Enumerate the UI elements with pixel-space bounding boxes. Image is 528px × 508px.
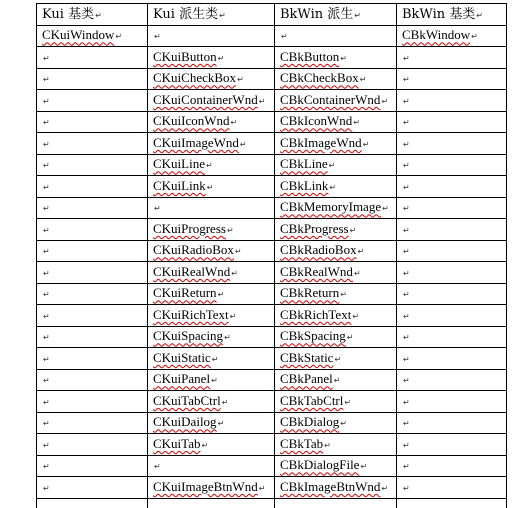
paragraph-mark-icon (403, 266, 410, 281)
paragraph-mark-icon (403, 309, 410, 324)
cell-text: CKuiRadioBox (153, 242, 234, 258)
table-body (37, 25, 507, 508)
paragraph-mark-icon (43, 416, 50, 431)
table-cell-kui-base (37, 133, 148, 155)
table-row (37, 305, 507, 327)
cell-text: CKuiPanel (153, 371, 211, 387)
paragraph-mark-icon (43, 309, 50, 324)
paragraph-mark-icon (363, 137, 370, 152)
paragraph-mark-icon (43, 352, 50, 367)
table-cell-bkwin-derived (275, 111, 397, 133)
table-row (37, 219, 507, 241)
table-cell-bkwin-derived (275, 133, 397, 155)
cell-text: CBkSpacing (280, 328, 346, 344)
cell-text: CBkRichText (280, 306, 352, 322)
paragraph-mark-icon (403, 481, 410, 496)
header-cell-bkwin-derived (275, 4, 397, 26)
table-cell-bkwin-derived (275, 197, 397, 219)
table-cell-bkwin-base (397, 412, 507, 434)
paragraph-mark-icon (334, 352, 341, 367)
table-cell-bkwin-derived (275, 262, 397, 284)
table-row (37, 369, 507, 391)
paragraph-mark-icon (381, 94, 388, 109)
paragraph-mark-icon (403, 459, 410, 474)
paragraph-mark-icon (43, 330, 50, 345)
paragraph-mark-icon (476, 8, 483, 23)
table-cell-bkwin-base (397, 240, 507, 262)
paragraph-mark-icon (352, 309, 359, 324)
table-cell-kui-base (37, 477, 148, 499)
paragraph-mark-icon (218, 416, 225, 431)
paragraph-mark-icon (403, 180, 410, 195)
table-cell-bkwin-derived (275, 391, 397, 413)
cell-text: CBkImageWnd (280, 134, 362, 150)
paragraph-mark-icon (231, 266, 238, 281)
table-cell-kui-base (37, 283, 148, 305)
paragraph-mark-icon (115, 29, 122, 44)
table-cell-bkwin-derived (275, 154, 397, 176)
cell-text: CBkImageBtnWnd (280, 478, 381, 494)
class-mapping-table (36, 3, 507, 508)
cell-text: CBkRealWnd (280, 263, 353, 279)
table-row (37, 434, 507, 456)
table-cell-kui-base (37, 154, 148, 176)
paragraph-mark-icon (403, 244, 410, 259)
table-cell-bkwin-base (397, 391, 507, 413)
paragraph-mark-icon (43, 373, 50, 388)
table-row (37, 498, 507, 508)
header-label: Kui 基类 (42, 6, 95, 22)
paragraph-mark-icon (403, 51, 410, 66)
table-cell-bkwin-base (397, 455, 507, 477)
cell-text: CBkStatic (280, 349, 334, 365)
cell-text: CKuiLink (153, 177, 206, 193)
header-cell-bkwin-base (397, 4, 507, 26)
table-header (37, 4, 507, 26)
paragraph-mark-icon (340, 287, 347, 302)
paragraph-mark-icon (231, 115, 238, 130)
paragraph-mark-icon (403, 115, 410, 130)
paragraph-mark-icon (154, 459, 161, 474)
table-cell-kui-derived (148, 498, 275, 508)
paragraph-mark-icon (329, 158, 336, 173)
table-cell-kui-base (37, 391, 148, 413)
table-cell-bkwin-base (397, 68, 507, 90)
cell-text: CBkCheckBox (280, 70, 359, 86)
table-cell-bkwin-base (397, 219, 507, 241)
paragraph-mark-icon (354, 266, 361, 281)
table-row (37, 25, 507, 47)
table-cell-bkwin-base (397, 477, 507, 499)
paragraph-mark-icon (382, 201, 389, 216)
table-row (37, 154, 507, 176)
paragraph-mark-icon (350, 223, 357, 238)
paragraph-mark-icon (340, 416, 347, 431)
table-cell-bkwin-derived (275, 326, 397, 348)
cell-text: CKuiStatic (153, 349, 211, 365)
cell-text: CBkDialog (280, 414, 340, 430)
cell-text: CBkRadioBox (280, 242, 357, 258)
paragraph-mark-icon (222, 395, 229, 410)
table-cell-bkwin-base (397, 348, 507, 370)
paragraph-mark-icon (211, 373, 218, 388)
table-cell-bkwin-derived (275, 498, 397, 508)
table-cell-kui-base (37, 240, 148, 262)
cell-text: CBkDialogFile (280, 457, 360, 473)
cell-text: CKuiReturn (153, 285, 217, 301)
table-cell-bkwin-base (397, 369, 507, 391)
paragraph-mark-icon (334, 373, 341, 388)
cell-text: CBkContainerWnd (280, 91, 381, 107)
table-cell-bkwin-base (397, 498, 507, 508)
table-row (37, 348, 507, 370)
cell-text: CKuiImageWnd (153, 134, 239, 150)
table-cell-kui-base (37, 219, 148, 241)
table-cell-bkwin-base (397, 133, 507, 155)
table-cell-kui-derived (148, 219, 275, 241)
table-cell-kui-derived (148, 133, 275, 155)
cell-text: CKuiImageBtnWnd (153, 478, 258, 494)
table-cell-kui-derived (148, 68, 275, 90)
paragraph-mark-icon (43, 115, 50, 130)
paragraph-mark-icon (227, 223, 234, 238)
paragraph-mark-icon (43, 223, 50, 238)
cell-text: CBkMemoryImage (280, 199, 382, 215)
paragraph-mark-icon (259, 94, 266, 109)
paragraph-mark-icon (403, 373, 410, 388)
table-cell-kui-derived (148, 434, 275, 456)
table-cell-kui-base (37, 47, 148, 69)
table-cell-kui-derived (148, 262, 275, 284)
cell-text: CBkWindow (402, 27, 471, 43)
paragraph-mark-icon (224, 330, 231, 345)
table-row (37, 133, 507, 155)
table-cell-bkwin-base (397, 111, 507, 133)
table-cell-kui-base (37, 111, 148, 133)
cell-text: CBkButton (280, 48, 340, 64)
table-row (37, 283, 507, 305)
table-cell-kui-base (37, 68, 148, 90)
paragraph-mark-icon (43, 244, 50, 259)
table-row (37, 240, 507, 262)
table-cell-kui-base (37, 326, 148, 348)
paragraph-mark-icon (218, 51, 225, 66)
paragraph-mark-icon (43, 137, 50, 152)
table-cell-bkwin-derived (275, 348, 397, 370)
paragraph-mark-icon (207, 180, 214, 195)
table-cell-kui-derived (148, 176, 275, 198)
table-cell-bkwin-derived (275, 477, 397, 499)
paragraph-mark-icon (340, 51, 347, 66)
table-row (37, 391, 507, 413)
table-row (37, 262, 507, 284)
paragraph-mark-icon (347, 330, 354, 345)
paragraph-mark-icon (219, 8, 226, 23)
table-cell-kui-derived (148, 240, 275, 262)
table-cell-kui-derived (148, 455, 275, 477)
table-cell-bkwin-base (397, 305, 507, 327)
header-label: BkWin 派生 (280, 6, 354, 22)
table-cell-kui-base (37, 434, 148, 456)
table-cell-bkwin-base (397, 283, 507, 305)
paragraph-mark-icon (471, 29, 478, 44)
paragraph-mark-icon (154, 29, 161, 44)
paragraph-mark-icon (403, 137, 410, 152)
cell-text: CBkTab (280, 435, 324, 451)
header-cell-kui-base (37, 4, 148, 26)
cell-text: CKuiRealWnd (153, 263, 231, 279)
paragraph-mark-icon (344, 395, 351, 410)
paragraph-mark-icon (403, 158, 410, 173)
table-cell-kui-base (37, 176, 148, 198)
paragraph-mark-icon (43, 94, 50, 109)
cell-text: CKuiIconWnd (153, 113, 230, 129)
table-row (37, 47, 507, 69)
paragraph-mark-icon (43, 287, 50, 302)
paragraph-mark-icon (403, 94, 410, 109)
table-cell-kui-base (37, 25, 148, 47)
table-cell-kui-derived (148, 25, 275, 47)
table-cell-bkwin-derived (275, 283, 397, 305)
table-row (37, 90, 507, 112)
table-cell-bkwin-derived (275, 47, 397, 69)
paragraph-mark-icon (43, 158, 50, 173)
paragraph-mark-icon (43, 51, 50, 66)
table-cell-bkwin-derived (275, 455, 397, 477)
paragraph-mark-icon (403, 438, 410, 453)
table-cell-bkwin-derived (275, 25, 397, 47)
paragraph-mark-icon (354, 8, 361, 23)
table-row (37, 455, 507, 477)
paragraph-mark-icon (43, 72, 50, 87)
paragraph-mark-icon (403, 416, 410, 431)
paragraph-mark-icon (43, 438, 50, 453)
table-cell-bkwin-base (397, 90, 507, 112)
table-cell-bkwin-base (397, 197, 507, 219)
cell-text: CKuiDailog (153, 414, 217, 430)
paragraph-mark-icon (403, 287, 410, 302)
paragraph-mark-icon (360, 72, 367, 87)
cell-text: CKuiLine (153, 156, 205, 172)
cell-text: CKuiSpacing (153, 328, 224, 344)
cell-text: CBkLink (280, 177, 329, 193)
paragraph-mark-icon (329, 180, 336, 195)
paragraph-mark-icon (324, 438, 331, 453)
cell-text: CKuiWindow (42, 27, 115, 43)
cell-text: CBkProgress (280, 220, 349, 236)
table-row (37, 68, 507, 90)
cell-text: CBkLine (280, 156, 328, 172)
table-cell-kui-base (37, 348, 148, 370)
table-cell-bkwin-derived (275, 369, 397, 391)
paragraph-mark-icon (360, 459, 367, 474)
paragraph-mark-icon (43, 395, 50, 410)
cell-text: CKuiContainerWnd (153, 91, 258, 107)
cell-text: CKuiButton (153, 48, 217, 64)
paragraph-mark-icon (43, 481, 50, 496)
cell-text: CKuiProgress (153, 220, 226, 236)
paragraph-mark-icon (230, 309, 237, 324)
table-cell-bkwin-derived (275, 90, 397, 112)
table-cell-bkwin-base (397, 154, 507, 176)
paragraph-mark-icon (403, 201, 410, 216)
table-cell-kui-base (37, 498, 148, 508)
paragraph-mark-icon (237, 72, 244, 87)
table-cell-kui-derived (148, 477, 275, 499)
table-cell-bkwin-base (397, 434, 507, 456)
table-cell-bkwin-derived (275, 240, 397, 262)
table-cell-kui-derived (148, 154, 275, 176)
paragraph-mark-icon (240, 137, 247, 152)
cell-text: CBkReturn (280, 285, 340, 301)
table-cell-kui-derived (148, 326, 275, 348)
paragraph-mark-icon (206, 158, 213, 173)
paragraph-mark-icon (259, 481, 266, 496)
table-row (37, 176, 507, 198)
table-cell-kui-base (37, 455, 148, 477)
table-cell-kui-derived (148, 305, 275, 327)
table-cell-kui-base (37, 369, 148, 391)
table-cell-kui-derived (148, 412, 275, 434)
table-cell-kui-derived (148, 197, 275, 219)
paragraph-mark-icon (43, 459, 50, 474)
paragraph-mark-icon (403, 223, 410, 238)
header-cell-kui-derived (148, 4, 275, 26)
table-cell-bkwin-base (397, 25, 507, 47)
table-cell-bkwin-derived (275, 68, 397, 90)
paragraph-mark-icon (403, 352, 410, 367)
paragraph-mark-icon (154, 201, 161, 216)
table-cell-bkwin-base (397, 326, 507, 348)
paragraph-mark-icon (43, 201, 50, 216)
cell-text: CBkIconWnd (280, 113, 353, 129)
cell-text: CKuiRichText (153, 306, 229, 322)
table-cell-kui-derived (148, 283, 275, 305)
cell-text: CKuiCheckBox (153, 70, 237, 86)
header-label: BkWin 基类 (402, 6, 476, 22)
paragraph-mark-icon (95, 8, 102, 23)
paragraph-mark-icon (43, 266, 50, 281)
table-cell-kui-derived (148, 47, 275, 69)
table-cell-bkwin-base (397, 47, 507, 69)
paragraph-mark-icon (281, 29, 288, 44)
cell-text: CBkPanel (280, 371, 333, 387)
table-row (37, 197, 507, 219)
paragraph-mark-icon (218, 287, 225, 302)
table-cell-kui-derived (148, 348, 275, 370)
table-cell-kui-base (37, 305, 148, 327)
table-cell-bkwin-derived (275, 412, 397, 434)
table-cell-bkwin-base (397, 176, 507, 198)
paragraph-mark-icon (43, 180, 50, 195)
paragraph-mark-icon (381, 481, 388, 496)
table-row (37, 477, 507, 499)
table-cell-kui-derived (148, 90, 275, 112)
table-cell-kui-base (37, 412, 148, 434)
table-cell-bkwin-derived (275, 434, 397, 456)
table-header-row (37, 4, 507, 26)
table-cell-kui-derived (148, 111, 275, 133)
table-cell-bkwin-derived (275, 176, 397, 198)
paragraph-mark-icon (358, 244, 365, 259)
table-cell-kui-base (37, 262, 148, 284)
cell-text: CKuiTabCtrl (153, 392, 221, 408)
paragraph-mark-icon (403, 395, 410, 410)
paragraph-mark-icon (353, 115, 360, 130)
paragraph-mark-icon (212, 352, 219, 367)
table-cell-kui-base (37, 90, 148, 112)
paragraph-mark-icon (403, 72, 410, 87)
paragraph-mark-icon (403, 330, 410, 345)
paragraph-mark-icon (235, 244, 242, 259)
table-row (37, 111, 507, 133)
table-cell-bkwin-base (397, 262, 507, 284)
header-label: Kui 派生类 (153, 6, 219, 22)
cell-text: CKuiTab (153, 435, 201, 451)
cell-text: CBkTabCtrl (280, 392, 344, 408)
table-cell-bkwin-derived (275, 219, 397, 241)
paragraph-mark-icon (201, 438, 208, 453)
table-cell-kui-base (37, 197, 148, 219)
table-row (37, 326, 507, 348)
table-cell-kui-derived (148, 391, 275, 413)
table-cell-kui-derived (148, 369, 275, 391)
table-row (37, 412, 507, 434)
table-cell-bkwin-derived (275, 305, 397, 327)
